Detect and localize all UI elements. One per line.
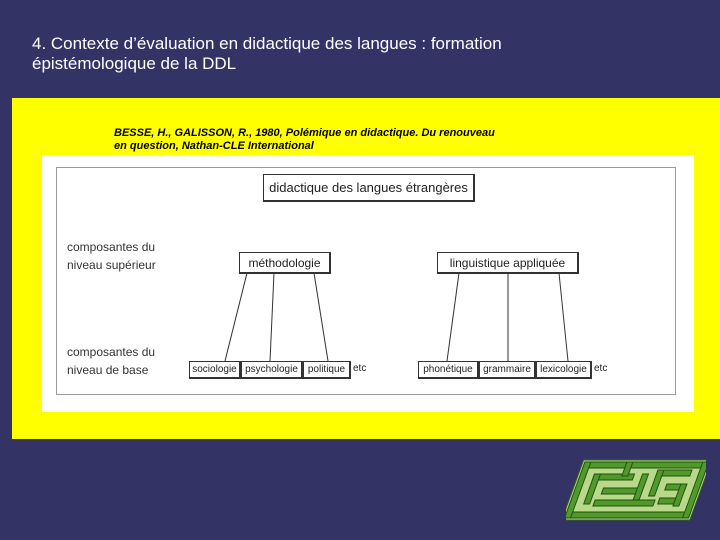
node-methodologie: méthodologie	[239, 252, 331, 274]
diagram-figure	[42, 155, 694, 412]
node-lexicologie: lexicologie	[536, 361, 592, 379]
node-phonetique: phonétique	[418, 361, 479, 379]
citation-line-2: en question, Nathan-CLE International	[114, 140, 314, 152]
node-sociologie: sociologie	[189, 361, 241, 379]
node-etc-2: etc	[594, 363, 608, 374]
connector-phonetique	[447, 273, 459, 361]
connector-sociologie	[225, 273, 247, 361]
node-politique: politique	[303, 361, 351, 379]
label-upper-level	[67, 238, 156, 274]
label-upper-line-2: niveau supérieur	[67, 258, 156, 272]
connector-psychologie	[270, 273, 274, 361]
slide-title-line-2: épistémologique de la DDL	[32, 54, 237, 73]
label-upper-line-1: composantes du	[67, 240, 156, 254]
node-linguistique-appliquee: linguistique appliquée	[437, 252, 579, 274]
connector-politique	[314, 273, 328, 361]
node-root: didactique des langues étrangères	[263, 174, 475, 202]
label-base-line-2: niveau de base	[67, 363, 149, 377]
node-grammaire: grammaire	[479, 361, 536, 379]
maze-icon	[566, 448, 706, 528]
label-base-level	[67, 343, 155, 379]
slide-title	[32, 34, 672, 74]
label-base-line-1: composantes du	[67, 345, 156, 359]
connector-lexicologie	[559, 273, 568, 361]
citation-line-1: BESSE, H., GALISSON, R., 1980, Polémique en didactique. Du renouveau	[114, 127, 495, 139]
node-etc-1: etc	[353, 363, 367, 374]
slide-title-line-1: 4. Contexte d’évaluation en didactique des langues : formation	[32, 34, 502, 53]
node-psychologie: psychologie	[241, 361, 303, 379]
citation	[114, 127, 614, 153]
